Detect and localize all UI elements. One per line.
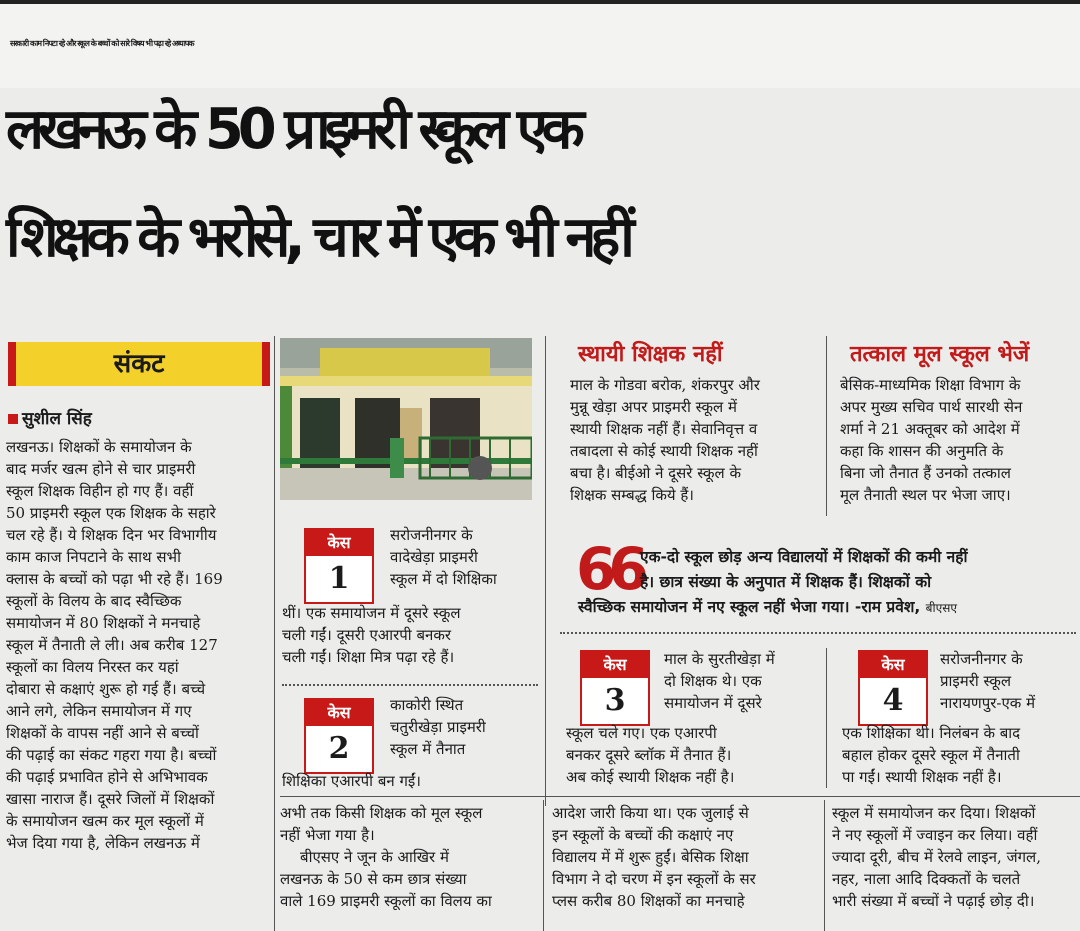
case-3-line: बनकर दूसरे ब्लॉक में तैनात हैं। bbox=[566, 746, 732, 764]
case-1-line: स्कूल में दो शिक्षिका bbox=[390, 570, 497, 588]
case-4-line: सरोजनीनगर के bbox=[940, 650, 1023, 668]
story-continued-col-3 bbox=[552, 802, 818, 912]
main-story-line: की पढ़ाई का संकट गहरा गया है। बच्चों bbox=[6, 746, 217, 764]
sidebar-2-line: बेसिक-माध्यमिक शिक्षा विभाग के bbox=[840, 376, 1021, 394]
main-story-line: समायोजन में 80 शिक्षकों ने मनचाहे bbox=[6, 614, 201, 632]
story-line: वाले 169 प्राइमरी स्कूलों का विलय का bbox=[280, 892, 492, 910]
case-1-line: थीं। एक समायोजन में दूसरे स्कूल bbox=[282, 604, 461, 622]
main-story-line: बाद मर्जर खत्म होने से चार प्राइमरी bbox=[6, 460, 196, 478]
story-line: अभी तक किसी शिक्षक को मूल स्कूल bbox=[280, 804, 483, 822]
quote-line: एक-दो स्कूल छोड़ अन्य विद्यालयों में शिक्षकों की कमी नहीं bbox=[640, 548, 968, 566]
story-line: स्कूल में समायोजन कर दिया। शिक्षकों bbox=[832, 804, 1036, 822]
case-2-text-below bbox=[282, 770, 538, 792]
quote-attribution-role: बीएसए bbox=[925, 601, 958, 615]
pull-quote bbox=[640, 545, 1076, 595]
story-line: विभाग ने दो चरण में इन स्कूलों के सर bbox=[552, 870, 756, 888]
story-line: नहर, नाला आदि दिक्कतों के चलते bbox=[832, 870, 1021, 888]
case-3-text-beside bbox=[664, 648, 824, 714]
quote-line: स्वैच्छिक समायोजन में नए स्कूल नहीं भेजा गया। -राम प्रवेश, bbox=[578, 598, 921, 616]
kicker-label: संकट bbox=[8, 342, 270, 386]
main-story-line: भेज दिया गया है, लेकिन लखनऊ में bbox=[6, 834, 200, 852]
case-3-badge-number: 3 bbox=[604, 683, 626, 718]
sidebar-1-line: माल के गोडवा बरोक, शंकरपुर और bbox=[570, 376, 760, 394]
case-1-badge-number: 1 bbox=[328, 561, 350, 596]
case-1-badge-label: केस bbox=[306, 530, 372, 556]
sidebar-1-body bbox=[570, 374, 822, 506]
story-line: ने नए स्कूलों में ज्वाइन कर लिया। वहीं bbox=[832, 826, 1038, 844]
main-story-line: 50 प्राइमरी स्कूल एक शिक्षक के सहारे bbox=[6, 504, 216, 522]
bottom-rule bbox=[280, 796, 1080, 797]
sidebar-2-line: मूल तैनाती स्थल पर भेजा जाए। bbox=[840, 486, 1011, 504]
case-4-badge-label: केस bbox=[860, 652, 926, 678]
main-story-line: दोबारा से कक्षाएं शुरू हो गई हैं। बच्चे bbox=[6, 680, 206, 698]
sidebar-1-line: स्थायी शिक्षक नहीं हैं। सेवानिवृत्त व bbox=[570, 420, 758, 438]
main-story-line: क्लास के बच्चों को पढ़ा भी रहे हैं। 169 bbox=[6, 570, 223, 588]
main-story-line: की पढ़ाई प्रभावित होने से अभिभावक bbox=[6, 768, 208, 786]
main-story-line: शिक्षकों के वापस नहीं आने से बच्चों bbox=[6, 724, 199, 742]
case-3-badge bbox=[580, 650, 650, 726]
main-story-line: स्कूलों का विलय निरस्त कर यहां bbox=[6, 658, 179, 676]
case-divider bbox=[282, 684, 538, 686]
sidebar-2-body bbox=[840, 374, 1076, 506]
case-1-badge bbox=[304, 528, 374, 604]
quote-mark: 66 bbox=[576, 535, 641, 603]
column-rule-5 bbox=[543, 800, 544, 931]
column-rule-4 bbox=[826, 648, 827, 788]
main-story-line: लखनऊ। शिक्षकों के समायोजन के bbox=[6, 438, 192, 456]
column-rule-6 bbox=[824, 800, 825, 931]
case-4-line: बहाल होकर दूसरे स्कूल में तैनाती bbox=[842, 746, 1020, 764]
case-4-badge bbox=[858, 650, 928, 726]
case-3-line: अब कोई स्थायी शिक्षक नहीं है। bbox=[566, 768, 735, 786]
case-2-badge-label: केस bbox=[306, 700, 372, 726]
byline-marker bbox=[8, 414, 18, 424]
story-continued-col-4 bbox=[832, 802, 1078, 912]
story-line: भारी संख्या में बच्चों ने पढ़ाई छोड़ दी। bbox=[832, 892, 1035, 910]
case-1-line: चली गईं। दूसरी एआरपी बनकर bbox=[282, 626, 451, 644]
main-story bbox=[6, 436, 268, 854]
case-2-line: चतुरीखेड़ा प्राइमरी bbox=[390, 718, 486, 736]
case-2-badge bbox=[304, 698, 374, 774]
case-3-line: समायोजन में दूसरे bbox=[664, 694, 762, 712]
case-3-text-below bbox=[566, 722, 824, 788]
case-4-text-beside bbox=[940, 648, 1076, 714]
sidebar-1-line: तबादला से कोई स्थायी शिक्षक नहीं bbox=[570, 442, 758, 460]
case-1-line: चली गईं। शिक्षा मित्र पढ़ा रहे हैं। bbox=[282, 648, 455, 666]
case-1-text-below bbox=[282, 602, 538, 668]
case-1-line: सरोजनीनगर के bbox=[390, 526, 473, 544]
main-story-line: चल रहे हैं। ये शिक्षक दिन भर विभागीय bbox=[6, 526, 217, 544]
main-story-line: खासा नाराज हैं। दूसरे जिलों में शिक्षकों bbox=[6, 790, 215, 808]
case-4-badge-number: 4 bbox=[882, 683, 904, 718]
column-rule-3 bbox=[826, 336, 827, 516]
story-line: ज्यादा दूरी, बीच में रेलवे लाइन, जंगल, bbox=[832, 848, 1041, 866]
main-story-line: काम काज निपटाने के साथ सभी bbox=[6, 548, 181, 566]
case-4-line: प्राइमरी स्कूल bbox=[940, 672, 1012, 690]
case-4-line: एक शिक्षिका थी। निलंबन के बाद bbox=[842, 724, 1021, 742]
case-2-text-beside bbox=[390, 694, 538, 760]
school-building-image bbox=[280, 338, 532, 500]
sidebar-2-line: कहा कि शासन की अनुमति के bbox=[840, 442, 1004, 460]
case-3-badge-label: केस bbox=[582, 652, 648, 678]
main-story-line: के समायोजन खत्म कर मूल स्कूलों में bbox=[6, 812, 204, 830]
sidebar-2-line: बिना जो तैनात हैं उनको तत्काल bbox=[840, 464, 1011, 482]
case-2-line: स्कूल में तैनात bbox=[390, 740, 466, 758]
story-line: नहीं भेजा गया है। bbox=[280, 826, 375, 844]
column-rule-2 bbox=[545, 336, 546, 806]
subheadline: सरकारी काम निपटा रहे और स्कूल के बच्चों को सारे विषय भी पढ़ा रहे अध्यापक bbox=[0, 0, 1080, 88]
quote-line: है। छात्र संख्या के अनुपात में शिक्षक हैं। शिक्षकों को bbox=[640, 573, 932, 591]
sidebar-1-line: शिक्षक सम्बद्ध किये हैं। bbox=[570, 486, 694, 504]
sidebar-1-title: स्थायी शिक्षक नहीं bbox=[578, 342, 723, 367]
sidebar-2-line: शर्मा ने 21 अक्तूबर को आदेश में bbox=[840, 420, 1020, 438]
story-line: इन स्कूलों के बच्चों की कक्षाएं नए bbox=[552, 826, 734, 844]
case-3-line: दो शिक्षक थे। एक bbox=[664, 672, 762, 690]
case-1-text-beside bbox=[390, 524, 538, 590]
story-line: बीएसए ने जून के आखिर में bbox=[300, 848, 449, 866]
main-story-line: आने लगे, लेकिन समायोजन में गए bbox=[6, 702, 192, 720]
main-story-line: स्कूल में तैनाती ले ली। अब करीब 127 bbox=[6, 636, 218, 654]
byline bbox=[8, 406, 92, 429]
case-3-line: स्कूल चले गए। एक एआरपी bbox=[566, 724, 717, 742]
case-4-line: पा गईं। स्थायी शिक्षक नहीं है। bbox=[842, 768, 1002, 786]
case-1-line: वादेखेड़ा प्राइमरी bbox=[390, 548, 478, 566]
case-4-text-below bbox=[842, 722, 1078, 788]
sidebar-2-line: अपर मुख्य सचिव पार्थ सारथी सेन bbox=[840, 398, 1023, 416]
case-4-line: नारायणपुर-एक में bbox=[940, 694, 1036, 712]
story-line: आदेश जारी किया था। एक जुलाई से bbox=[552, 804, 749, 822]
headline-line-1: लखनऊ के 50 प्राइमरी स्कूल एक bbox=[6, 97, 579, 162]
main-story-line: स्कूल शिक्षक विहीन हो गए हैं। वहीं bbox=[6, 482, 194, 500]
headline-line-2: शिक्षक के भरोसे, चार में एक भी नहीं bbox=[6, 205, 629, 270]
case-2-line: काकोरी स्थित bbox=[390, 696, 464, 714]
case-2-badge-number: 2 bbox=[328, 731, 350, 766]
story-line: प्लस करीब 80 शिक्षकों का मनचाहे bbox=[552, 892, 745, 910]
story-line: लखनऊ के 50 से कम छात्र संख्या bbox=[280, 870, 467, 888]
school-photo bbox=[280, 338, 532, 500]
byline-name: सुशील सिंह bbox=[22, 409, 92, 429]
pull-quote-end bbox=[578, 595, 1078, 621]
case-2-line: शिक्षिका एआरपी बन गईं। bbox=[282, 772, 421, 790]
quote-divider bbox=[560, 632, 1076, 634]
story-line: विद्यालय में में शुरू हुईं। बेसिक शिक्षा bbox=[552, 848, 749, 866]
column-rule-1 bbox=[274, 336, 275, 931]
sidebar-1-line: बचा है। बीईओ ने दूसरे स्कूल के bbox=[570, 464, 742, 482]
sidebar-2-title: तत्काल मूल स्कूल भेजें bbox=[850, 342, 1030, 367]
sidebar-1-line: मुन्नू खेड़ा अपर प्राइमरी स्कूल में bbox=[570, 398, 737, 416]
main-story-line: स्कूलों के विलय के बाद स्वैच्छिक bbox=[6, 592, 182, 610]
story-continued-col-2 bbox=[280, 802, 536, 912]
top-rule bbox=[0, 0, 1080, 4]
case-3-line: माल के सुरतीखेड़ा में bbox=[664, 650, 775, 668]
